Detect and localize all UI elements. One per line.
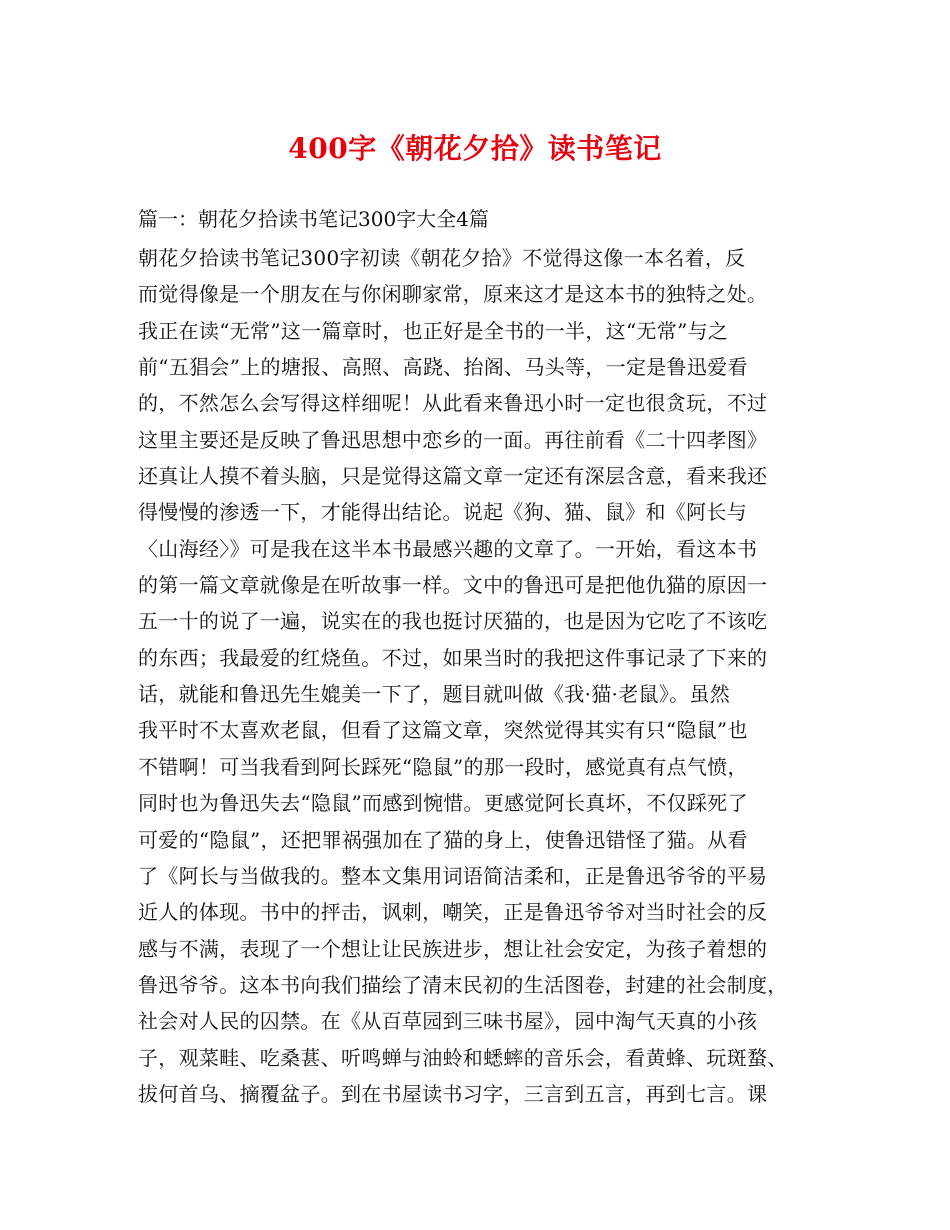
body-line: 拔何首乌、摘覆盆子。到在书屋读书习字，三言到五言，再到七言。课 [138,1081,768,1106]
body-line: 了《阿长与当做我的。整本文集用词语简洁柔和，正是鲁迅爷爷的平易 [138,863,768,888]
body-text [138,240,818,1112]
body-line: 的东西；我最爱的红烧鱼。不过，如果当时的我把这件事记录了下来的 [138,645,768,670]
body-line: 得慢慢的渗透一下，才能得出结论。说起《狗、猫、鼠》和《阿长与 [138,500,747,525]
body-line: 同时也为鲁迅失去“隐鼠”而感到惋惜。更感觉阿长真坏，不仅踩死了 [138,791,748,816]
body-line: 感与不满，表现了一个想让让民族进步，想让社会安定，为孩子着想的 [138,936,768,961]
body-line: 可爱的“隐鼠”，还把罪祸强加在了猫的身上，使鲁迅错怪了猫。从看 [138,827,748,852]
body-line: 子，观菜畦、吃桑葚、听鸣蝉与油蛉和蟋蟀的音乐会，看黄蜂、玩斑蝥、 [138,1045,788,1070]
body-line: 不错啊！可当我看到阿长踩死“隐鼠”的那一段时，感觉真有点气愤， [138,754,748,779]
body-line: 这里主要还是反映了鲁迅思想中恋乡的一面。再往前看《二十四孝图》 [138,427,768,452]
body-line: 〈山海经〉》可是我在这半本书最感兴趣的文章了。一开始，看这本书 [138,536,758,561]
body-line: 话，就能和鲁迅先生媲美一下了，题目就叫做《我·猫·老鼠》。虽然 [138,682,731,707]
body-line: 前“五猖会”上的塘报、高照、高跷、抬阁、马头等，一定是鲁迅爱看 [138,355,748,380]
body-line: 的第一篇文章就像是在听故事一样。文中的鲁迅可是把他仇猫的原因一 [138,573,768,598]
body-line: 五一十的说了一遍，说实在的我也挺讨厌猫的，也是因为它吃了不该吃 [138,609,768,634]
body-line: 鲁迅爷爷。这本书向我们描绘了清末民初的生活图卷，封建的社会制度， [138,972,788,997]
body-line: 的，不然怎么会写得这样细呢！从此看来鲁迅小时一定也很贪玩，不过 [138,391,768,416]
body-line: 近人的体现。书中的抨击，讽刺，嘲笑，正是鲁迅爷爷对当时社会的反 [138,900,768,925]
body-line: 还真让人摸不着头脑，只是觉得这篇文章一定还有深层含意，看来我还 [138,464,768,489]
document-title: 400字《朝花夕拾》读书笔记 [288,132,662,165]
body-line: 我正在读“无常”这一篇章时，也正好是全书的一半，这“无常”与之 [138,318,729,343]
body-line: 我平时不太喜欢老鼠，但看了这篇文章，突然觉得其实有只“隐鼠”也 [138,718,748,743]
body-line: 朝花夕拾读书笔记300字初读《朝花夕拾》不觉得这像一本名着，反 [138,246,746,270]
section-heading: 篇一：朝花夕拾读书笔记300字大全4篇 [138,207,489,231]
body-line: 而觉得像是一个朋友在与你闲聊家常，原来这才是这本书的独特之处。 [138,282,768,307]
body-line: 社会对人民的囚禁。在《从百草园到三味书屋》，园中淘气天真的小孩 [138,1009,758,1034]
